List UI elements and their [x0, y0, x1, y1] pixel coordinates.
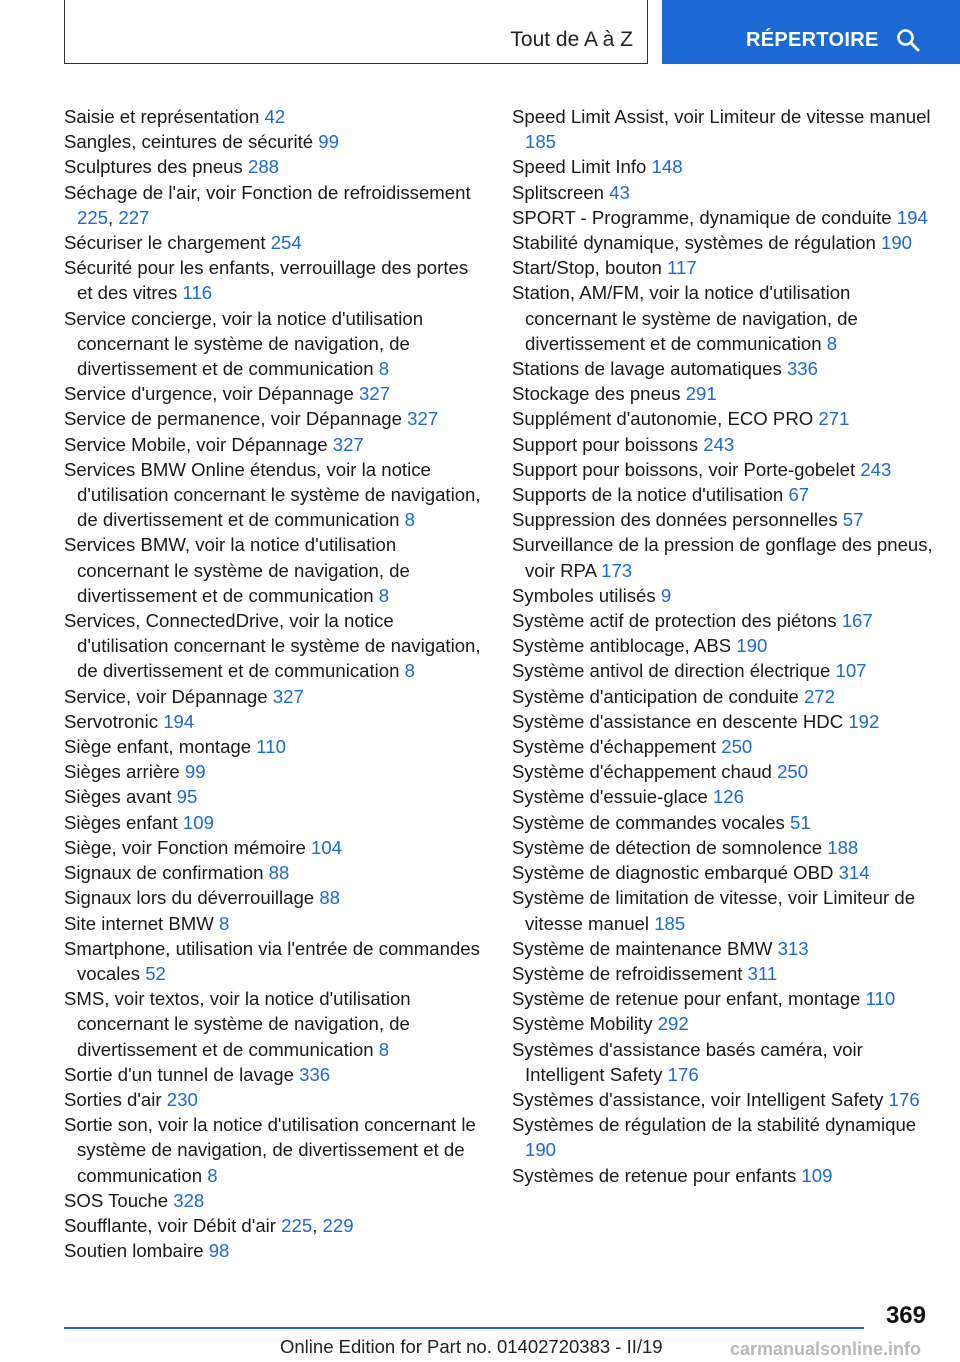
page-link[interactable]: 288 — [248, 156, 280, 178]
index-entry — [64, 759, 484, 784]
index-entry-text: Start/Stop, bouton — [512, 257, 668, 279]
page-link[interactable]: 188 — [827, 836, 859, 858]
index-entry — [512, 205, 942, 230]
index-entry — [512, 280, 942, 356]
index-entry — [64, 835, 484, 860]
index-entry — [64, 784, 484, 809]
index-entry — [512, 230, 942, 255]
page-link[interactable]: 327 — [332, 433, 364, 455]
index-entry-text: Soufflante, voir Débit d'air — [64, 1214, 282, 1236]
index-entry — [64, 684, 484, 709]
page-link[interactable]: 190 — [880, 232, 913, 254]
index-entry-text: Service Mobile, voir Dépannage — [64, 433, 333, 455]
index-entry-text: Sortie d'un tunnel de lavage — [64, 1063, 300, 1085]
index-entry-text: Système actif de protection des piétons — [512, 610, 842, 632]
edition-text: Online Edition for Part no. 01402720383 - II/19 — [280, 1336, 663, 1357]
page-link[interactable]: 254 — [270, 232, 302, 254]
page-link[interactable]: 336 — [299, 1063, 331, 1085]
index-entry — [512, 784, 942, 809]
index-entry-text: Sortie son, voir la notice d'utilisation concernant le système de navigation, de divertissement et de communication — [64, 1114, 476, 1186]
index-entry — [512, 860, 942, 885]
index-entry — [512, 255, 942, 280]
index-entry-text: Système antivol de direction électrique — [512, 660, 836, 682]
page-link[interactable]: 185 — [525, 131, 557, 153]
index-entry-text: Système d'échappement chaud — [512, 761, 778, 783]
index-entry — [512, 608, 942, 633]
index-entry — [512, 406, 942, 431]
index-entry — [512, 104, 942, 154]
page-link[interactable]: 88 — [268, 862, 290, 884]
index-entry — [64, 230, 484, 255]
page-link[interactable]: 9 — [660, 584, 672, 606]
index-entry-text: Séchage de l'air, voir Fonction de refroidissement — [64, 181, 471, 203]
page-link[interactable]: 42 — [264, 106, 286, 127]
index-entry-text: Système Mobility — [512, 1013, 658, 1035]
index-entry — [64, 734, 484, 759]
index-entry-text: Services, ConnectedDrive, voir la notice d'utilisation concernant le système de navigation, de divertissement et de communication — [64, 610, 481, 682]
page-link[interactable]: 99 — [318, 131, 339, 153]
index-entry — [512, 734, 942, 759]
index-entry — [64, 255, 484, 305]
page-link[interactable]: 104 — [311, 836, 343, 858]
index-entry-text: Sangles, ceintures de sécurité — [64, 131, 319, 153]
index-entry — [512, 1037, 942, 1087]
index-entry — [512, 986, 942, 1011]
index-entry-text: Systèmes de régulation de la stabilité dynamique — [512, 1114, 917, 1136]
index-entry-text: Splitscreen — [512, 181, 610, 203]
index-entry — [512, 180, 942, 205]
page-link[interactable]: 51 — [790, 811, 811, 833]
index-entry-text: Supplément d'autonomie, ECO PRO — [512, 408, 819, 430]
index-entry — [512, 1087, 942, 1112]
page-link[interactable]: 185 — [654, 912, 686, 934]
page-link[interactable]: 243 — [860, 458, 892, 480]
index-entry-text: Saisie et représentation — [64, 106, 265, 127]
index-entry — [512, 154, 942, 179]
index-entry-text: Système d'assistance en descente HDC — [512, 710, 849, 732]
index-entry-text: Système de limitation de vitesse, voir Limiteur de vitesse manuel — [512, 887, 916, 934]
index-entry-text: Système de maintenance BMW — [512, 937, 778, 959]
page-link[interactable]: 148 — [651, 156, 683, 178]
index-entry — [512, 759, 942, 784]
page-link[interactable]: 192 — [848, 710, 880, 732]
page-link[interactable]: 336 — [786, 358, 818, 380]
watermark-logo: carmanualsonline.info — [730, 1339, 922, 1359]
index-entry-text: Sièges enfant — [64, 811, 183, 833]
index-entry-text: Sécuriser le chargement — [64, 232, 271, 254]
index-entry-text: Support pour boissons — [512, 433, 704, 455]
page-link[interactable]: 327 — [359, 383, 391, 405]
index-entry — [64, 860, 484, 885]
index-entry — [64, 1062, 484, 1087]
index-entry — [512, 432, 942, 457]
index-entry — [64, 457, 484, 533]
page-link[interactable]: 328 — [173, 1189, 205, 1211]
page-link[interactable]: 8 — [404, 509, 415, 531]
index-entry-text: Service, voir Dépannage — [64, 685, 273, 707]
page-link[interactable]: 107 — [835, 660, 867, 682]
index-entry — [512, 482, 942, 507]
page-link[interactable]: 173 — [601, 559, 633, 581]
page-link[interactable]: 116 — [182, 282, 213, 304]
index-entry-text: Système de refroidissement — [512, 962, 748, 984]
index-entry-text: Signaux de confirmation — [64, 862, 269, 884]
page-link[interactable]: 291 — [685, 383, 717, 405]
page-link[interactable]: 194 — [163, 710, 195, 732]
index-entry — [64, 1188, 484, 1213]
page-link[interactable]: 311 — [747, 962, 778, 984]
page-link[interactable]: 190 — [525, 1139, 557, 1161]
page-link[interactable]: 190 — [736, 635, 768, 657]
page-link[interactable]: 327 — [407, 408, 439, 430]
page-link[interactable]: 229 — [322, 1214, 354, 1236]
page-link[interactable]: 110 — [865, 988, 896, 1010]
index-entry-text: Système de commandes vocales — [512, 811, 790, 833]
page-link[interactable]: 126 — [712, 786, 744, 808]
index-entry — [64, 306, 484, 382]
page-link[interactable]: 98 — [208, 1240, 230, 1262]
index-entry-text: Système d'essuie-glace — [512, 786, 713, 808]
index-entry — [64, 1112, 484, 1188]
page-link[interactable]: 292 — [657, 1013, 689, 1035]
index-entry-text: Servotronic — [64, 710, 164, 732]
page-link[interactable]: 8 — [826, 332, 838, 354]
index-entry-text: Système de diagnostic embarqué OBD — [512, 862, 839, 884]
page-link[interactable]: 176 — [667, 1063, 699, 1085]
index-entry — [512, 961, 942, 986]
index-entry-text: Smartphone, utilisation via l'entrée de commandes vocales — [64, 937, 480, 984]
page-link[interactable]: 110 — [256, 736, 286, 758]
index-entry-text: SOS Touche — [64, 1189, 174, 1211]
index-entry-text: Services BMW, voir la notice d'utilisation concernant le système de navigation, de divertissement et de communication — [64, 534, 410, 606]
index-entry-text: Station, AM/FM, voir la notice d'utilisation concernant le système de navigation, de divertissement et de communication — [512, 282, 858, 354]
index-entry — [64, 1087, 484, 1112]
page-link[interactable]: 243 — [703, 433, 735, 455]
page-link[interactable]: 313 — [777, 937, 809, 959]
index-entry — [64, 709, 484, 734]
page-link[interactable]: 43 — [609, 181, 630, 203]
magnifier-icon[interactable] — [896, 28, 920, 52]
page-link[interactable]: 250 — [721, 736, 753, 758]
index-entry-text: Stations de lavage automatiques — [512, 358, 787, 380]
index-entry-text: Service concierge, voir la notice d'utilisation concernant le système de navigation, de divertissement et de communication — [64, 307, 424, 380]
page-link[interactable]: 67 — [788, 484, 810, 506]
index-entry — [512, 356, 942, 381]
index-entry — [512, 1163, 942, 1188]
index-entry-text: Support pour boissons, voir Porte-gobelet — [512, 458, 861, 480]
page-link[interactable]: 109 — [182, 811, 214, 833]
tab-repertoire[interactable] — [662, 0, 960, 64]
index-entry-text: Service d'urgence, voir Dépannage — [64, 383, 360, 405]
index-entry — [64, 406, 484, 431]
index-entry-text: Stabilité dynamique, systèmes de régulation — [512, 232, 881, 254]
index-entry-text: Sièges arrière — [64, 761, 185, 783]
index-entry-text: Services BMW Online étendus, voir la notice d'utilisation concernant le système de navigation, de divertissement et de communication — [64, 458, 481, 531]
page-link[interactable]: 99 — [184, 761, 206, 783]
index-entry-text: Siège enfant, montage — [64, 736, 257, 758]
index-entry — [512, 709, 942, 734]
index-entry-text: Service de permanence, voir Dépannage — [64, 408, 408, 430]
index-entry — [64, 885, 484, 910]
index-entry-text: Stockage des pneus — [512, 383, 686, 405]
index-entry — [512, 835, 942, 860]
index-entry-text: Sculptures des pneus — [64, 156, 248, 178]
index-entry — [512, 885, 942, 935]
page-link[interactable]: 8 — [219, 912, 230, 934]
page-link[interactable]: 167 — [841, 610, 873, 632]
index-entry: Séchage de l'air, voir Fonction de refroidissement 225, 227 — [64, 181, 471, 228]
index-entry — [64, 936, 484, 986]
tab-index-label: RÉPERTOIRE — [746, 29, 879, 51]
index-entry — [512, 381, 942, 406]
page-link[interactable]: 88 — [319, 887, 340, 909]
index-entry-text: Symboles utilisés — [512, 584, 661, 606]
page-link[interactable]: 8 — [378, 584, 390, 606]
page-link[interactable]: 176 — [888, 1088, 920, 1110]
page-link[interactable]: 327 — [272, 685, 304, 707]
index-entry-text: Speed Limit Info — [512, 156, 652, 178]
page-link[interactable]: 95 — [176, 786, 198, 808]
index-entry — [512, 532, 942, 582]
index-entry-text: Soutien lombaire — [64, 1240, 209, 1262]
page-link[interactable]: 227 — [118, 206, 150, 228]
page-link[interactable]: 250 — [777, 761, 809, 783]
page-link[interactable]: 225 — [77, 206, 109, 228]
page-link[interactable]: 8 — [207, 1164, 218, 1186]
index-entry — [64, 810, 484, 835]
page-number: 369 — [885, 1302, 926, 1329]
tab-tout-de-a-a-z[interactable] — [64, 0, 648, 64]
index-entry — [64, 104, 484, 129]
index-column-left — [64, 104, 484, 1263]
index-entry: Soufflante, voir Débit d'air 225, 229 — [64, 1214, 354, 1236]
page-link[interactable]: 52 — [145, 962, 166, 984]
index-entry-text: Systèmes de retenue pour enfants — [512, 1164, 802, 1186]
page-link[interactable]: 271 — [818, 408, 850, 430]
page-link[interactable]: 8 — [404, 660, 415, 682]
index-entry — [512, 684, 942, 709]
page-link[interactable]: 272 — [803, 685, 835, 707]
index-entry-text: Supports de la notice d'utilisation — [512, 484, 789, 506]
index-entry — [512, 1011, 942, 1036]
index-entry-text: Système d'échappement — [512, 736, 722, 758]
index-entry-text: Systèmes d'assistance basés caméra, voir Intelligent Safety — [512, 1038, 863, 1085]
index-entry — [512, 457, 942, 482]
page-link[interactable]: 109 — [801, 1164, 833, 1186]
index-entry-text: Signaux lors du déverrouillage — [64, 887, 320, 909]
index-entry — [64, 381, 484, 406]
index-column-right — [512, 104, 942, 1188]
index-entry — [512, 810, 942, 835]
page-link[interactable]: 230 — [166, 1088, 198, 1110]
index-entry-text: Sécurité pour les enfants, verrouillage des portes et des vitres — [64, 257, 469, 304]
page-link[interactable]: 57 — [842, 509, 864, 531]
index-entry-text: Surveillance de la pression de gonflage des pneus, voir RPA — [512, 534, 933, 581]
index-entry — [512, 1112, 942, 1162]
index-entry — [512, 658, 942, 683]
index-entry — [64, 532, 484, 608]
index-entry — [64, 154, 484, 179]
index-entry — [512, 507, 942, 532]
index-entry-text: Speed Limit Assist, voir Limiteur de vitesse manuel — [512, 106, 931, 127]
index-entry-text: Sièges avant — [64, 786, 177, 808]
index-entry-text: Site internet BMW — [64, 912, 219, 934]
index-entry — [512, 633, 942, 658]
page-link[interactable]: 8 — [378, 1038, 390, 1060]
index-entry — [64, 432, 484, 457]
index-entry-text: Système de détection de somnolence — [512, 836, 828, 858]
index-entry-text: Système de retenue pour enfant, montage — [512, 988, 866, 1010]
index-entry-text: Sorties d'air — [64, 1088, 167, 1110]
index-entry — [64, 608, 484, 684]
index-entry-text: Siège, voir Fonction mémoire — [64, 836, 311, 858]
page-link[interactable]: 225 — [281, 1214, 313, 1236]
index-entry-text: SMS, voir textos, voir la notice d'utilisation concernant le système de navigation, de divertissement et de communication — [64, 988, 411, 1060]
index-entry-text: SPORT - Programme, dynamique de conduite — [512, 206, 897, 228]
index-entry — [512, 583, 942, 608]
index-entry-text: Systèmes d'assistance, voir Intelligent Safety — [512, 1088, 889, 1110]
page-link[interactable]: 8 — [378, 358, 390, 380]
page-link[interactable]: 117 — [667, 257, 697, 279]
index-entry — [64, 1238, 484, 1263]
page-link[interactable]: 314 — [838, 862, 870, 884]
page-link[interactable]: 194 — [896, 206, 928, 228]
index-entry — [64, 129, 484, 154]
index-entry-text: Système d'anticipation de conduite — [512, 685, 804, 707]
index-entry — [64, 911, 484, 936]
index-entry — [512, 936, 942, 961]
index-entry-text: Suppression des données personnelles — [512, 509, 843, 531]
tab-az-label: Tout de A à Z — [510, 28, 633, 51]
index-entry-text: Système antiblocage, ABS — [512, 635, 737, 657]
index-entry — [64, 986, 484, 1062]
footer-divider — [64, 1327, 864, 1329]
